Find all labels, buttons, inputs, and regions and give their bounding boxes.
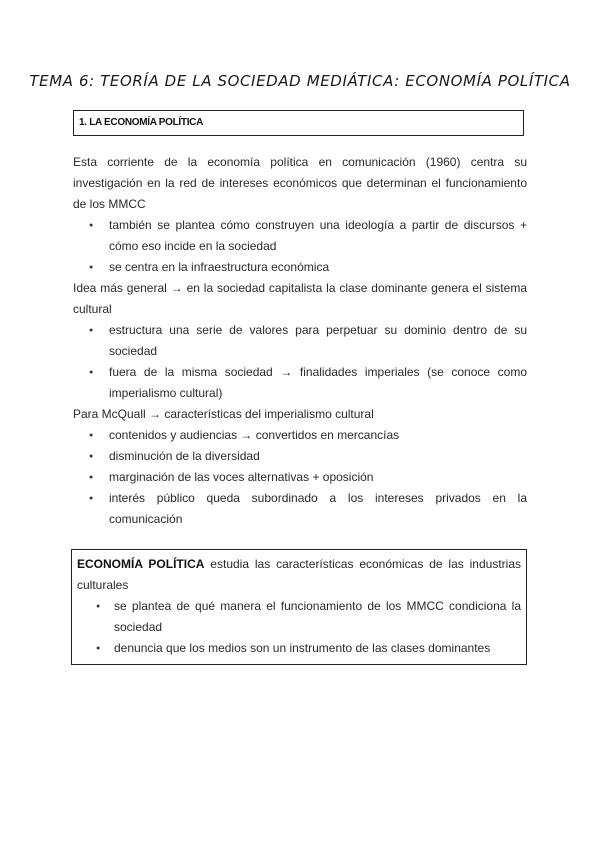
page-title: TEMA 6: TEORÍA DE LA SOCIEDAD MEDIÁTICA: ECONOMÍA POLÍTICA bbox=[29, 72, 571, 90]
definition-box bbox=[71, 549, 527, 665]
list-item: ● se plantea de qué manera el funcionamiento de los MMCC condiciona la sociedad bbox=[77, 596, 521, 638]
list-item: ● estructura una serie de valores para perpetuar su dominio dentro de su sociedad bbox=[73, 320, 527, 362]
intro-list bbox=[73, 215, 527, 278]
general-idea-paragraph: Idea más general → en la sociedad capitalista la clase dominante genera el sistema cultural bbox=[73, 281, 527, 316]
definition-term: ECONOMÍA POLÍTICA bbox=[77, 557, 205, 571]
definition-paragraph bbox=[77, 554, 521, 596]
list-item: ● fuera de la misma sociedad → finalidades imperiales (se conoce como imperialismo cultural) bbox=[73, 362, 527, 404]
list-item: ● contenidos y audiencias → convertidos en mercancías bbox=[73, 425, 527, 446]
mcquail-list bbox=[73, 425, 527, 530]
main-text bbox=[73, 152, 527, 530]
list-item: ● denuncia que los medios son un instrumento de las clases dominantes bbox=[77, 638, 521, 659]
list-item: ● interés público queda subordinado a los intereses privados en la comunicación bbox=[73, 488, 527, 530]
list-item: ● disminución de la diversidad bbox=[73, 446, 527, 467]
intro-paragraph: Esta corriente de la economía política en comunicación (1960) centra su investigación en la red de intereses económicos que determinan el funcionamiento de los MMCC bbox=[73, 155, 527, 211]
list-item: ● marginación de las voces alternativas + oposición bbox=[73, 467, 527, 488]
mcquail-paragraph: Para McQuall → características del imperialismo cultural bbox=[73, 407, 374, 421]
list-item: ● se centra en la infraestructura económica bbox=[73, 257, 527, 278]
definition-text: estudia las características económicas de las industrias culturales bbox=[77, 557, 522, 592]
general-idea-list bbox=[73, 320, 527, 404]
list-item: ● también se plantea cómo construyen una ideología a partir de discursos + cómo eso incide en la sociedad bbox=[73, 215, 527, 257]
section-heading: 1. LA ECONOMÍA POLÍTICA bbox=[79, 117, 204, 128]
section-heading-box bbox=[73, 110, 524, 136]
definition-list bbox=[77, 596, 521, 659]
